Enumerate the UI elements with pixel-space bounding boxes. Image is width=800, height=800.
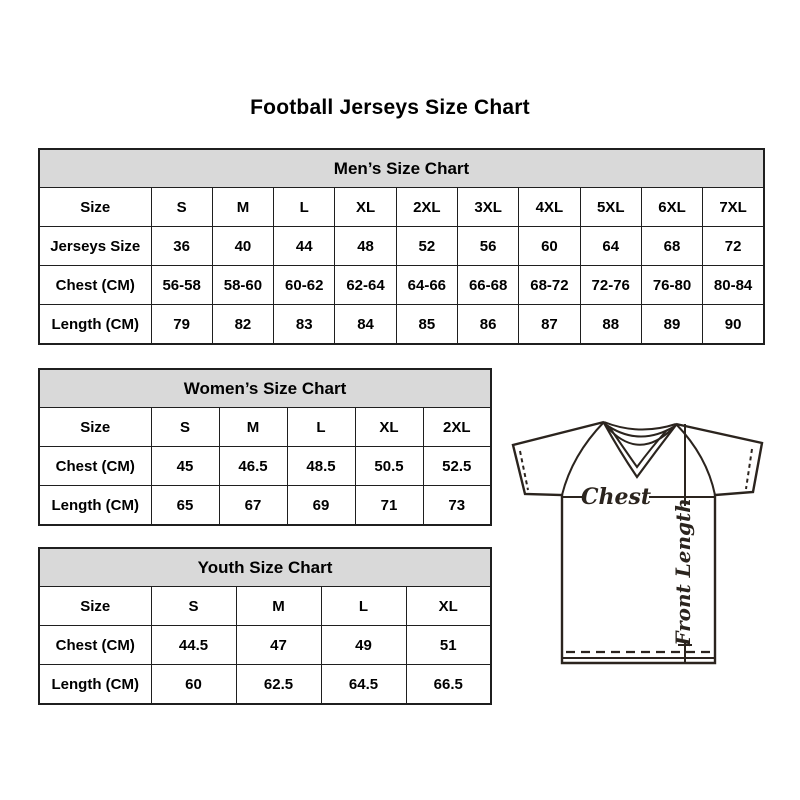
men-cell: 4XL (519, 188, 580, 227)
women-cell: L (287, 408, 355, 447)
women-table-title: Women’s Size Chart (39, 369, 491, 408)
men-cell: 56-58 (151, 266, 212, 305)
women-cell: 65 (151, 486, 219, 526)
women-cell: 2XL (423, 408, 491, 447)
men-cell: 84 (335, 305, 396, 345)
men-cell: 90 (703, 305, 764, 345)
youth-cell: M (236, 587, 321, 626)
youth-cell: L (321, 587, 406, 626)
men-cell: 85 (396, 305, 457, 345)
women-cell: 48.5 (287, 447, 355, 486)
youth-cell: 64.5 (321, 665, 406, 705)
women-table-row-1 (39, 447, 491, 486)
women-cell: 73 (423, 486, 491, 526)
youth-cell: 49 (321, 626, 406, 665)
women-cell: 52.5 (423, 447, 491, 486)
women-cell: 45 (151, 447, 219, 486)
men-cell: 87 (519, 305, 580, 345)
right-armhole-seam (676, 424, 715, 495)
youth-table-row-2 (39, 665, 491, 705)
youth-cell: 60 (151, 665, 236, 705)
women-cell: 67 (219, 486, 287, 526)
men-cell: 80-84 (703, 266, 764, 305)
men-cell: 60 (519, 227, 580, 266)
youth-table-row-1 (39, 626, 491, 665)
men-cell: 66-68 (457, 266, 518, 305)
men-table-row-0 (39, 188, 764, 227)
men-table-row-3 (39, 305, 764, 345)
men-cell: L (274, 188, 335, 227)
men-cell: 44 (274, 227, 335, 266)
men-cell: 48 (335, 227, 396, 266)
women-cell: 50.5 (355, 447, 423, 486)
men-cell: 79 (151, 305, 212, 345)
right-cuff-dashed-line (746, 449, 752, 489)
womens-size-chart-section (38, 368, 492, 526)
men-cell: 58-60 (212, 266, 273, 305)
men-cell: 86 (457, 305, 518, 345)
women-table-header-row (39, 369, 491, 408)
men-table-row-1 (39, 227, 764, 266)
jersey-measurement-diagram (500, 400, 780, 680)
men-cell: 6XL (641, 188, 702, 227)
men-row-label: Length (CM) (39, 305, 151, 345)
youth-row-label: Size (39, 587, 151, 626)
youth-cell: XL (406, 587, 491, 626)
men-cell: 60-62 (274, 266, 335, 305)
men-cell: 88 (580, 305, 641, 345)
youth-cell: 51 (406, 626, 491, 665)
women-cell: XL (355, 408, 423, 447)
youth-size-table (38, 547, 492, 705)
men-cell: 56 (457, 227, 518, 266)
women-cell: M (219, 408, 287, 447)
men-cell: 89 (641, 305, 702, 345)
youth-table-title: Youth Size Chart (39, 548, 491, 587)
men-cell: 52 (396, 227, 457, 266)
youth-cell: 66.5 (406, 665, 491, 705)
women-cell: 71 (355, 486, 423, 526)
women-cell: S (151, 408, 219, 447)
jersey-diagram-svg (500, 400, 780, 680)
women-row-label: Chest (CM) (39, 447, 151, 486)
jersey-outline (513, 422, 762, 663)
men-cell: 68 (641, 227, 702, 266)
youth-row-label: Chest (CM) (39, 626, 151, 665)
men-cell: M (212, 188, 273, 227)
women-table-row-0 (39, 408, 491, 447)
men-cell: 64 (580, 227, 641, 266)
men-cell: 2XL (396, 188, 457, 227)
men-cell: 5XL (580, 188, 641, 227)
men-cell: 83 (274, 305, 335, 345)
men-row-label: Jerseys Size (39, 227, 151, 266)
youth-cell: 47 (236, 626, 321, 665)
mens-size-chart-section (38, 148, 765, 345)
mens-size-table (38, 148, 765, 345)
men-cell: 36 (151, 227, 212, 266)
men-cell: 72 (703, 227, 764, 266)
youth-cell: S (151, 587, 236, 626)
youth-cell: 62.5 (236, 665, 321, 705)
men-cell: 76-80 (641, 266, 702, 305)
men-table-title: Men’s Size Chart (39, 149, 764, 188)
women-cell: 69 (287, 486, 355, 526)
youth-row-label: Length (CM) (39, 665, 151, 705)
women-row-label: Length (CM) (39, 486, 151, 526)
men-cell: 68-72 (519, 266, 580, 305)
youth-size-chart-section (38, 547, 492, 705)
men-cell: 62-64 (335, 266, 396, 305)
men-table-header-row (39, 149, 764, 188)
youth-cell: 44.5 (151, 626, 236, 665)
chest-label: Chest (580, 484, 652, 510)
page-title: Football Jerseys Size Chart (250, 96, 530, 119)
men-cell: XL (335, 188, 396, 227)
womens-size-table (38, 368, 492, 526)
women-cell: 46.5 (219, 447, 287, 486)
men-cell: S (151, 188, 212, 227)
men-cell: 64-66 (396, 266, 457, 305)
left-cuff-dashed-line (520, 451, 528, 490)
youth-table-header-row (39, 548, 491, 587)
men-cell: 3XL (457, 188, 518, 227)
men-cell: 72-76 (580, 266, 641, 305)
men-cell: 82 (212, 305, 273, 345)
men-cell: 40 (212, 227, 273, 266)
collar-back-arc-1 (604, 422, 676, 430)
youth-table-row-0 (39, 587, 491, 626)
men-cell: 7XL (703, 188, 764, 227)
men-table-row-2 (39, 266, 764, 305)
men-row-label: Size (39, 188, 151, 227)
women-row-label: Size (39, 408, 151, 447)
men-row-label: Chest (CM) (39, 266, 151, 305)
front-length-label: Front Length (671, 498, 695, 646)
women-table-row-2 (39, 486, 491, 526)
